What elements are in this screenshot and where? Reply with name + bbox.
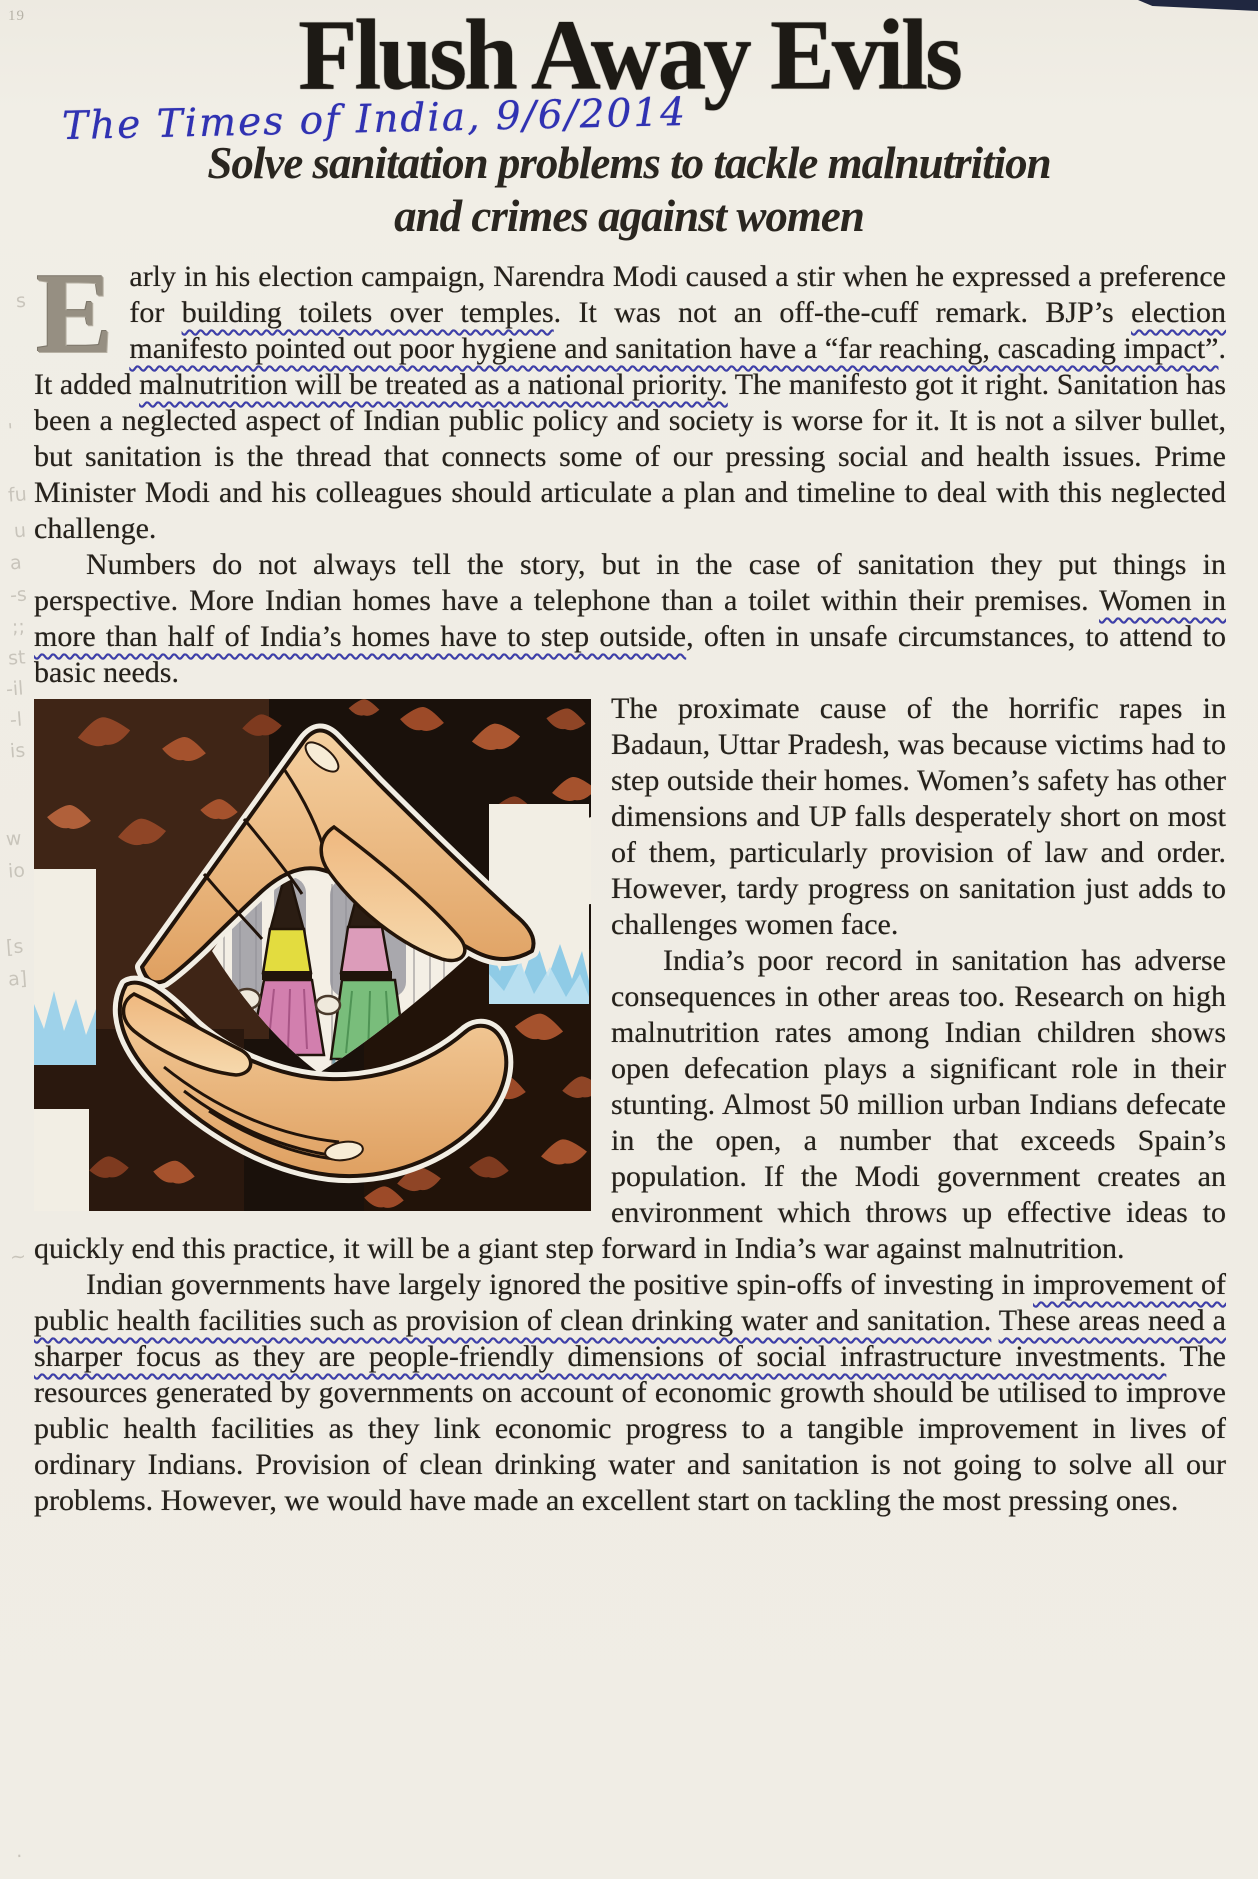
body-text: The proximate cause of the horrific rapes in Badaun, Uttar Pradesh, was because victims had to step outside their homes. Women’s safety has other dimensions and UP falls desperately short on most of them, particularly provision of law and order. However, tardy progress on sanitation just adds to challenges women face. bbox=[611, 692, 1226, 942]
corner-mark: 19 bbox=[8, 8, 25, 24]
margin-mark: is bbox=[9, 739, 26, 763]
paragraph-1 bbox=[34, 250, 1227, 547]
body-text bbox=[991, 1304, 999, 1337]
body-text: The resources generated by governments on account of economic growth should be utilised to improve public health facilities as they link economic progress to a tangible improvement in lives of ordinary Indians. Provision of clean drinking water and sanitation is not going to solve all our problems. However, we would have made an excellent start on tackling the most pressing ones. bbox=[34, 1340, 1226, 1518]
body-text: The manifesto got it right. Sanitation has been a neglected aspect of Indian public policy and society is worse for it. It is not a silver bullet, but sanitation is the thread that connects some of our pressing social and health issues. Prime Minister Modi and his colleagues should articulate a plan and timeline to deal with this neglected challenge. bbox=[34, 368, 1226, 546]
margin-mark: . bbox=[15, 1839, 23, 1863]
headline: Flush Away Evils bbox=[298, 0, 960, 111]
pen-underlined-text: These areas need a sharper focus as they are people-friendly dimensions of social infrastructure investments. bbox=[34, 1304, 1226, 1374]
margin-mark: w bbox=[5, 827, 23, 851]
drop-cap: E bbox=[36, 250, 114, 379]
subtitle bbox=[60, 137, 1198, 243]
margin-mark: a] bbox=[7, 967, 28, 991]
handwritten-annotation: The Times of India, 9/6/2014 bbox=[61, 89, 688, 150]
pen-underlined-text: election manifesto pointed out poor hygiene and sanitation have a “far reaching, cascading impact” bbox=[129, 296, 1227, 366]
margin-mark: -il bbox=[5, 677, 25, 701]
hands-illustration bbox=[34, 699, 591, 1211]
margin-mark: st bbox=[7, 646, 27, 670]
pen-underlined-text: improvement of public health facilities such as provision of clean drinking water and sanitation. bbox=[34, 1268, 1226, 1338]
paragraph-2 bbox=[34, 547, 1226, 691]
margin-mark: -l bbox=[9, 708, 23, 732]
body-text: , often in unsafe circumstances, to attend to basic needs. bbox=[34, 620, 1226, 690]
margin-mark: io bbox=[7, 859, 26, 883]
subtitle-line-1: Solve sanitation problems to tackle malnutrition bbox=[207, 138, 1051, 188]
paragraph-4 bbox=[34, 1267, 1226, 1519]
margin-mark: ;; bbox=[11, 615, 26, 639]
margin-mark: u bbox=[13, 519, 27, 543]
margin-mark: -s bbox=[9, 583, 28, 607]
paper-corner bbox=[34, 1109, 89, 1211]
body-text: arly in his election campaign, Narendra Modi caused a stir when he expressed a preference for bbox=[129, 260, 1226, 330]
margin-mark: s bbox=[15, 289, 27, 313]
body-text: . It added bbox=[34, 332, 1226, 402]
pen-underlined-text: malnutrition will be treated as a national priority. bbox=[139, 368, 728, 402]
margin-mark: ' bbox=[7, 419, 14, 443]
margin-mark: [s bbox=[5, 935, 25, 959]
body-text: Indian governments have largely ignored the positive spin-offs of investing in bbox=[86, 1268, 1034, 1302]
article-body bbox=[34, 250, 1227, 1519]
subtitle-line-2: and crimes against women bbox=[394, 191, 864, 242]
margin-mark: ~ bbox=[9, 1245, 27, 1269]
margin-mark: a bbox=[9, 551, 23, 575]
body-text: Numbers do not always tell the story, but in the case of sanitation they put things in perspective. More Indian homes have a telephone than a toilet within their premises. bbox=[34, 548, 1226, 618]
pen-underlined-text: building toilets over temples bbox=[181, 296, 554, 330]
pen-underlined-text: Women in more than half of India’s homes have to step outside bbox=[34, 584, 1226, 654]
body-text: . It was not an off-the-cuff remark. BJP’s bbox=[553, 296, 1132, 330]
water-notch-left bbox=[34, 869, 96, 1065]
margin-mark: fu bbox=[7, 483, 28, 507]
body-text: India’s poor record in sanitation has adverse consequences in other areas too. Research on high malnutrition rates among Indian children shows open defecation plays a significant role in their stunting. Almost 50 million urban Indians defecate in the open, a number that exceeds Spain’s population. If the Modi government creates an environment which throws up effective ideas to quickly end this practice, it will be a giant step forward in India’s war against malnutrition. bbox=[34, 944, 1226, 1266]
